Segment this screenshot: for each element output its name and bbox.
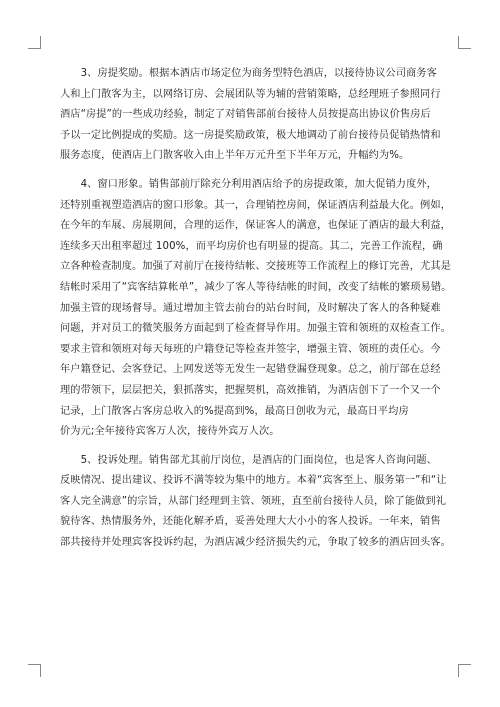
text-line: 年户籍登记、会客登记、上网发送等无发生一起错登漏登现象。总之，前厅部在总经 <box>60 364 441 376</box>
text-line: 立各种检查制度。加强了对前厅在接待结帐、交接班等工作流程上的修订完善，尤其是 <box>60 261 451 273</box>
text-line: 问题，并对员工的微笑服务方面起到了检查督导作用。加强主管和领班的双检查工作。 <box>60 323 451 335</box>
crop-mark-bottom-left <box>28 664 41 677</box>
text-line: 反映情况、提出建议、投诉不满等较为集中的地方。本着“宾客至上、服务第一”和“让 <box>60 475 447 487</box>
text-line: 连续多天出租率超过 100%，而平均房价也有明显的提高。其二，完善工作流程，确 <box>60 240 443 252</box>
text-line: 理的带领下，层层把关，狠抓落实，把握契机，高效推销，为酒店创下了一个又一个 <box>60 384 441 396</box>
text-line: 予以一定比例提成的奖励。这一房提奖励政策，极大地调动了前台接待员促销热情和 <box>60 129 441 141</box>
document-body <box>60 64 452 554</box>
text-line: 部共接待并处理宾客投诉约起，为酒店减少经济损失约元，争取了较多的酒店回头客。 <box>60 537 451 549</box>
crop-mark-bottom-right <box>458 664 471 677</box>
text-line: 人和上门散客为主，以网络订房、会展团队等为辅的营销策略，总经理班子参照同行 <box>60 88 441 100</box>
text-line: 服务态度，使酒店上门散客收入由上半年万元升至下半年万元，升幅约为%。 <box>60 150 410 162</box>
text-line: 要求主管和领班对每天每班的户籍登记等检查并签字，增强主管、领班的责任心。今 <box>60 343 441 355</box>
text-line: 在今年的车展、房展期间，合理的运作，保证客人的满意，也保证了酒店的最大利益， <box>60 220 451 232</box>
crop-mark-top-left <box>28 36 41 49</box>
text-line: 5、投诉处理。销售部尤其前厅岗位，是酒店的门面岗位，也是客人咨询问题、 <box>60 454 437 466</box>
text-line: 价为元;全年接待宾客万人次，接待外宾万人次。 <box>60 426 280 438</box>
paragraph-room-commission <box>60 64 442 167</box>
paragraph-gap <box>60 443 442 451</box>
text-line: 3、房提奖励。根据本酒店市场定位为商务型特色酒店，以接待协议公司商务客 <box>60 68 437 79</box>
text-line: 4、窗口形象。销售部前厅除充分利用酒店给予的房提政策，加大促销力度外， <box>60 178 437 190</box>
crop-mark-top-right <box>458 36 471 49</box>
text-line: 加强主管的现场督导。通过增加主管去前台的站台时间，及时解决了客人的各种疑难 <box>60 302 441 314</box>
paragraph-gap <box>60 167 442 175</box>
paragraph-complaint-handling <box>60 451 451 554</box>
paragraph-window-image <box>60 175 452 443</box>
text-line: 客人完全满意”的宗旨，从部门经理到主管、领班，直至前台接待人员，除了能做到礼 <box>60 495 447 507</box>
text-line: 貌待客、热情服务外，还能化解矛盾，妥善处理大大小小的客人投诉。一年来，销售 <box>60 516 441 528</box>
text-line: 还特别重视塑造酒店的窗口形象。其一，合理销控房间，保证酒店利益最大化。例如， <box>60 199 451 211</box>
text-line: 酒店“房提”的一些成功经验，制定了对销售部前台接待人员按提高出协议价售房后 <box>60 109 431 121</box>
text-line: 结帐时采用了“宾客结算帐单”，减少了客人等待结帐的时间，改变了结帐的繁琐易错。 <box>60 281 452 293</box>
text-line: 记录，上门散客占客房总收入的%提高到%，最高日创收为元，最高日平均房 <box>60 405 409 417</box>
